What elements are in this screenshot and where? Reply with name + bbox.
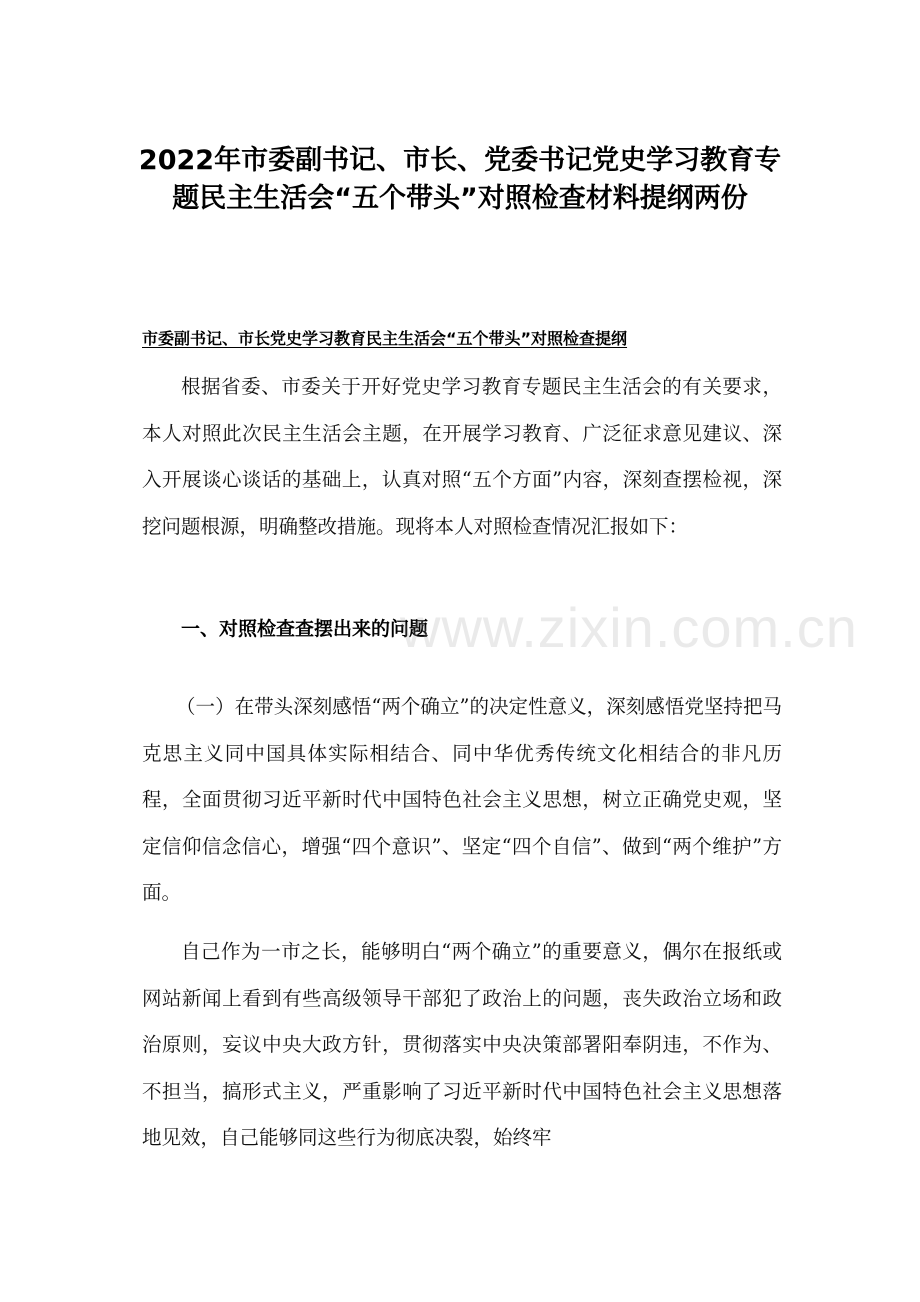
paragraph-introduction: 根据省委、市委关于开好党史学习教育专题民主生活会的有关要求，本人对照此次民主生活会主题，在开展学习教育、广泛征求意见建议、深入开展谈心谈话的基础上，认真对照“五个方面”内容，深刻查摆检视，深挖问题根源，明确整改措施。现将本人对照检查情况汇报如下： <box>142 375 782 538</box>
watermark: www.zixin.com.cn <box>400 596 858 659</box>
document-title-line-1: 2022年市委副书记、市长、党委书记党史学习教育专 <box>138 145 782 176</box>
document-subheading: 市委副书记、市长党史学习教育民主生活会“五个带头”对照检查提纲 <box>142 329 628 348</box>
document-title <box>120 142 800 218</box>
section-heading-1: 一、对照检查查摆出来的问题 <box>181 618 429 640</box>
paragraph-item-1: （一）在带头深刻感悟“两个确立”的决定性意义，深刻感悟党坚持把马克思主义同中国具体实际相结合、同中华优秀传统文化相结合的非凡历程，全面贯彻习近平新时代中国特色社会主义思想，树立正确党史观，坚定信仰信念信心，增强“四个意识”、坚定“四个自信”、做到“两个维护”方面。 <box>142 695 782 904</box>
paragraph-self-review: 自己作为一市之长，能够明白“两个确立”的重要意义，偶尔在报纸或网站新闻上看到有些高级领导干部犯了政治上的问题，丧失政治立场和政治原则，妄议中央大政方针，贯彻落实中央决策部署阳奉阴违，不作为、不担当，搞形式主义，严重影响了习近平新时代中国特色社会主义思想落地见效，自己能够同这些行为彻底决裂，始终牢 <box>142 940 782 1149</box>
document-title-line-2: 题民主生活会“五个带头”对照检查材料提纲两份 <box>172 183 748 214</box>
